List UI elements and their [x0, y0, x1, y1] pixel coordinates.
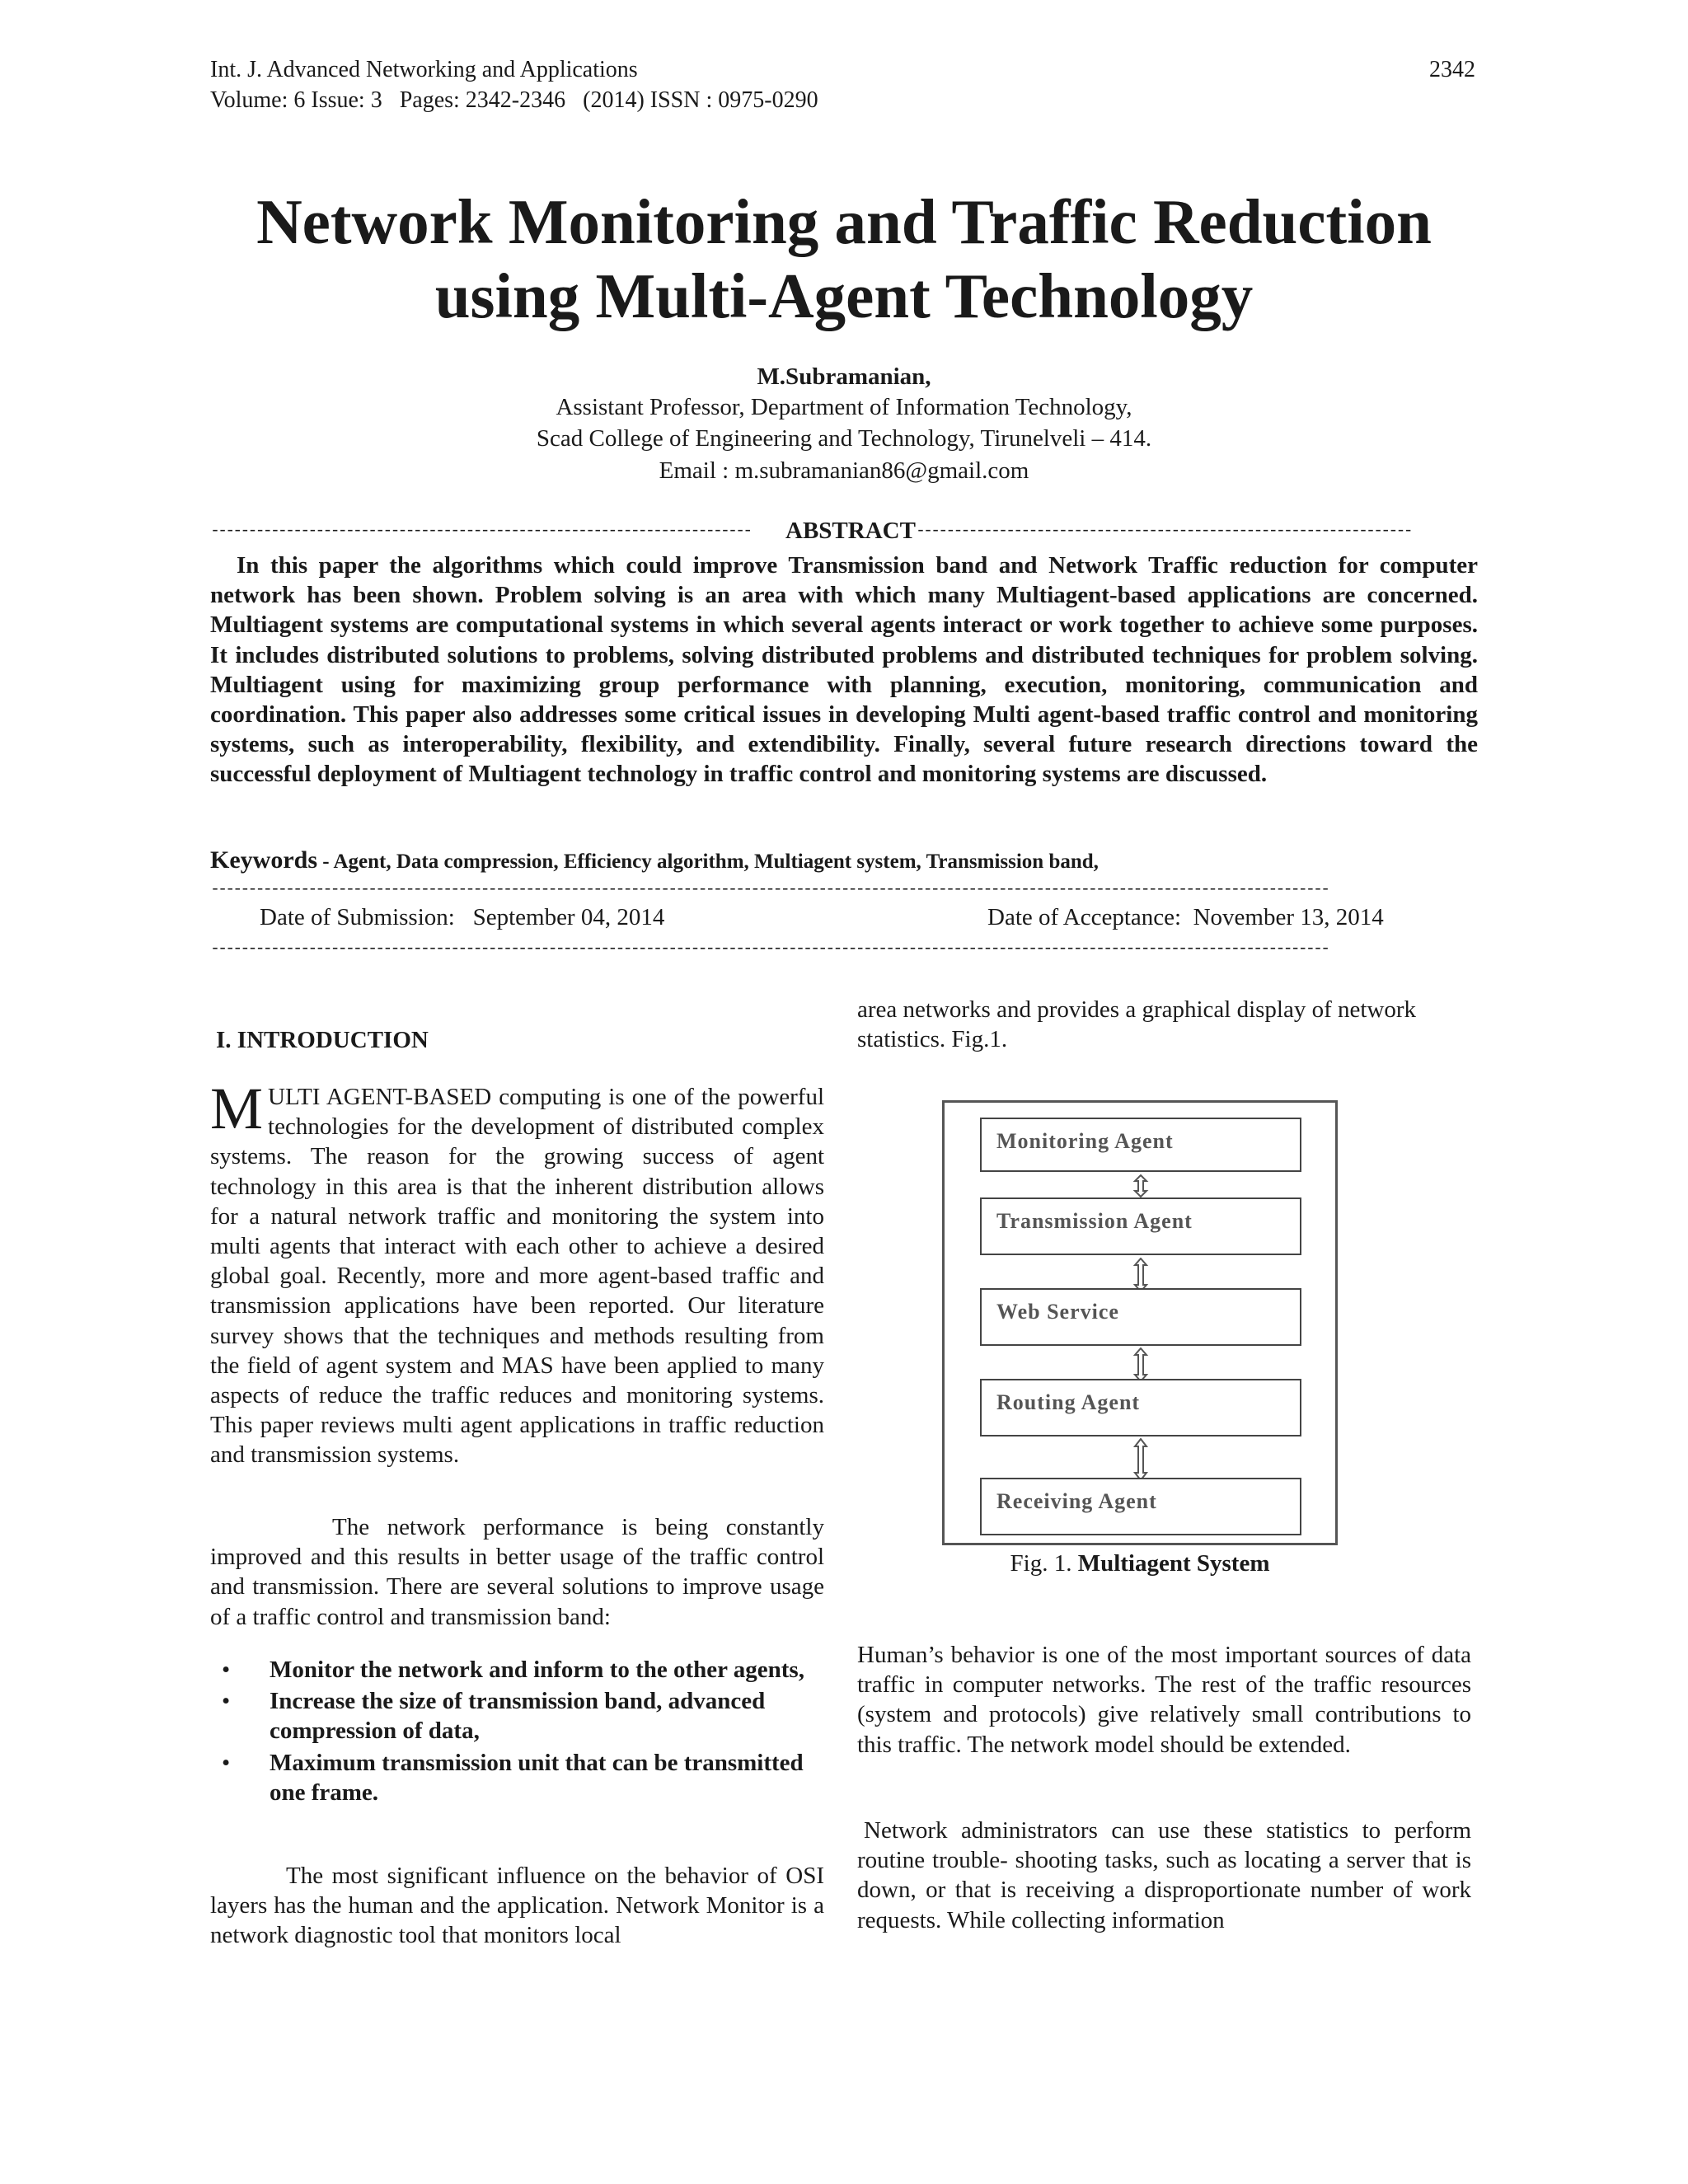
intro-paragraph-3: The most significant influence on the behavior of OSI layers has the human and the application. Network Monitor is a network diagnostic tool that monitors local — [210, 1863, 824, 1949]
keywords-label: Keywords — [210, 846, 317, 874]
figure-caption — [942, 1550, 1338, 1577]
intro-paragraph-1 — [210, 1076, 824, 1470]
author-position: Assistant Professor, Department of Information Technology, — [556, 394, 1132, 420]
bullet-item-text: Increase the size of transmission band, advanced compression of data, — [270, 1688, 766, 1745]
double-arrow-icon — [1131, 1258, 1151, 1292]
diagram-box-monitoring-agent — [980, 1118, 1301, 1172]
diagram-box-web-service — [980, 1288, 1301, 1346]
abstract-text: In this paper the algorithms which could improve Transmission band and Network Traffic reduction for computer network has been shown. Problem solving is an area with which many Multiagent-based applications are concerned. Multiagent systems are computational systems in which several agents interact or work together to achieve some purposes. It includes distributed solutions to problems, solving distributed problems and distributed techniques for problem solving. Multiagent using for maximizing group performance with planning, execution, monitoring, communication and coordination. This paper also addresses some critical issues in developing Multi agent-based traffic control and monitoring systems, such as interoperability, flexibility, and extendibility. Finally, several future research directions toward the successful deployment of Multiagent technology in traffic control and monitoring systems are discussed. — [210, 552, 1478, 788]
section-heading-introduction: I. INTRODUCTION — [216, 1027, 429, 1053]
bullet-dot: • — [222, 1749, 231, 1776]
bullet-item-3 — [210, 1748, 824, 1807]
bullet-item-2 — [210, 1686, 824, 1746]
dates-rule-bottom: ----------------------------------------------------------------------------------------------------------------------------------------------------- — [210, 940, 1329, 958]
diagram-box-label: Routing Agent — [996, 1390, 1141, 1414]
bullet-list — [210, 1655, 824, 1809]
abstract-rule-right: ------------------------------------------------------------------ — [915, 522, 1411, 541]
abstract-rule-left: ------------------------------------------------------------------------ — [210, 522, 751, 541]
right-paragraph-admin: Network administrators can use these statistics to perform routine trouble- shooting tasks, such as locating a server that is down, or that is receiving a disproportionate number of work requests. While collecting information — [857, 1817, 1471, 1933]
bullet-item-text: Monitor the network and inform to the other agents, — [270, 1657, 804, 1683]
keywords-text: Agent, Data compression, Efficiency algorithm, Multiagent system, Transmission band, — [333, 851, 1099, 873]
diagram-box-receiving-agent — [980, 1478, 1301, 1535]
author-name: M.Subramanian, — [757, 363, 931, 390]
bullet-item-1 — [210, 1655, 824, 1685]
double-arrow-icon — [1131, 1347, 1151, 1382]
intro-paragraph-2: The network performance is being constantly improved and this results in better usage of the traffic control and transmission. There are several solutions to improve usage of a traffic control and transmission band: — [210, 1514, 824, 1630]
paper-title-line2: using Multi-Agent Technology — [434, 260, 1254, 331]
intro-paragraph-1-text: ULTI AGENT-BASED computing is one of the powerful technologies for the development of distributed complex systems. The reason for the growing success of agent technology in this area is that the inherent distribution allows for a natural network traffic and monitoring the system into multi agents that interact with each other to achieve a desired global goal. Recently, more and more agent-based traffic and transmission applications have been reported. Our literature survey shows that the techniques and methods resulting from the field of agent system and MAS have been applied to many aspects of reduce the traffic reduces and monitoring systems. This paper reviews multi agent applications in traffic reduction and transmission systems. — [210, 1084, 824, 1469]
abstract-heading-row — [210, 518, 1478, 547]
figure-caption-prefix: Fig. 1. — [1010, 1550, 1078, 1577]
bullet-dot: • — [222, 1688, 231, 1715]
diagram-box-label: Web Service — [996, 1300, 1119, 1324]
bullet-dot: • — [222, 1657, 231, 1683]
figure-multiagent-diagram — [942, 1100, 1338, 1545]
right-paragraph-human: Human’s behavior is one of the most important sources of data traffic in computer networks. The rest of the traffic resources (system and protocols) give relatively small contributions to this traffic. The network model should be extended. — [857, 1642, 1471, 1758]
author-affiliation: Scad College of Engineering and Technology, Tirunelveli – 414. — [536, 425, 1152, 452]
author-email: Email : m.subramanian86@gmail.com — [659, 457, 1029, 484]
abstract-heading: ABSTRACT — [785, 518, 916, 544]
diagram-box-label: Monitoring Agent — [996, 1129, 1174, 1153]
date-acceptance: Date of Acceptance: November 13, 2014 — [987, 904, 1384, 930]
keywords-row — [210, 846, 1478, 874]
diagram-box-transmission-agent — [980, 1197, 1301, 1255]
double-arrow-icon — [1131, 1174, 1151, 1197]
diagram-box-label: Transmission Agent — [996, 1209, 1193, 1233]
page-number: 2342 — [1429, 57, 1475, 82]
paper-title-line1: Network Monitoring and Traffic Reduction — [256, 186, 1432, 257]
diagram-box-routing-agent — [980, 1379, 1301, 1436]
double-arrow-icon — [1131, 1438, 1151, 1481]
dates-rule-top: ----------------------------------------------------------------------------------------------------------------------------------------------------- — [210, 880, 1329, 899]
bullet-item-text: Maximum transmission unit that can be transmitted one frame. — [270, 1749, 804, 1806]
figure-caption-title: Multiagent System — [1077, 1550, 1270, 1577]
volume-line: Volume: 6 Issue: 3 Pages: 2342-2346 (2014) ISSN : 0975-0290 — [210, 87, 818, 113]
date-submission: Date of Submission: September 04, 2014 — [260, 904, 665, 930]
drop-cap: M — [210, 1076, 264, 1141]
diagram-box-label: Receiving Agent — [996, 1489, 1157, 1513]
journal-name: Int. J. Advanced Networking and Applications — [210, 57, 638, 82]
right-paragraph-top: area networks and provides a graphical display of network statistics. Fig.1. — [857, 996, 1417, 1053]
keywords-separator: - — [317, 851, 334, 873]
